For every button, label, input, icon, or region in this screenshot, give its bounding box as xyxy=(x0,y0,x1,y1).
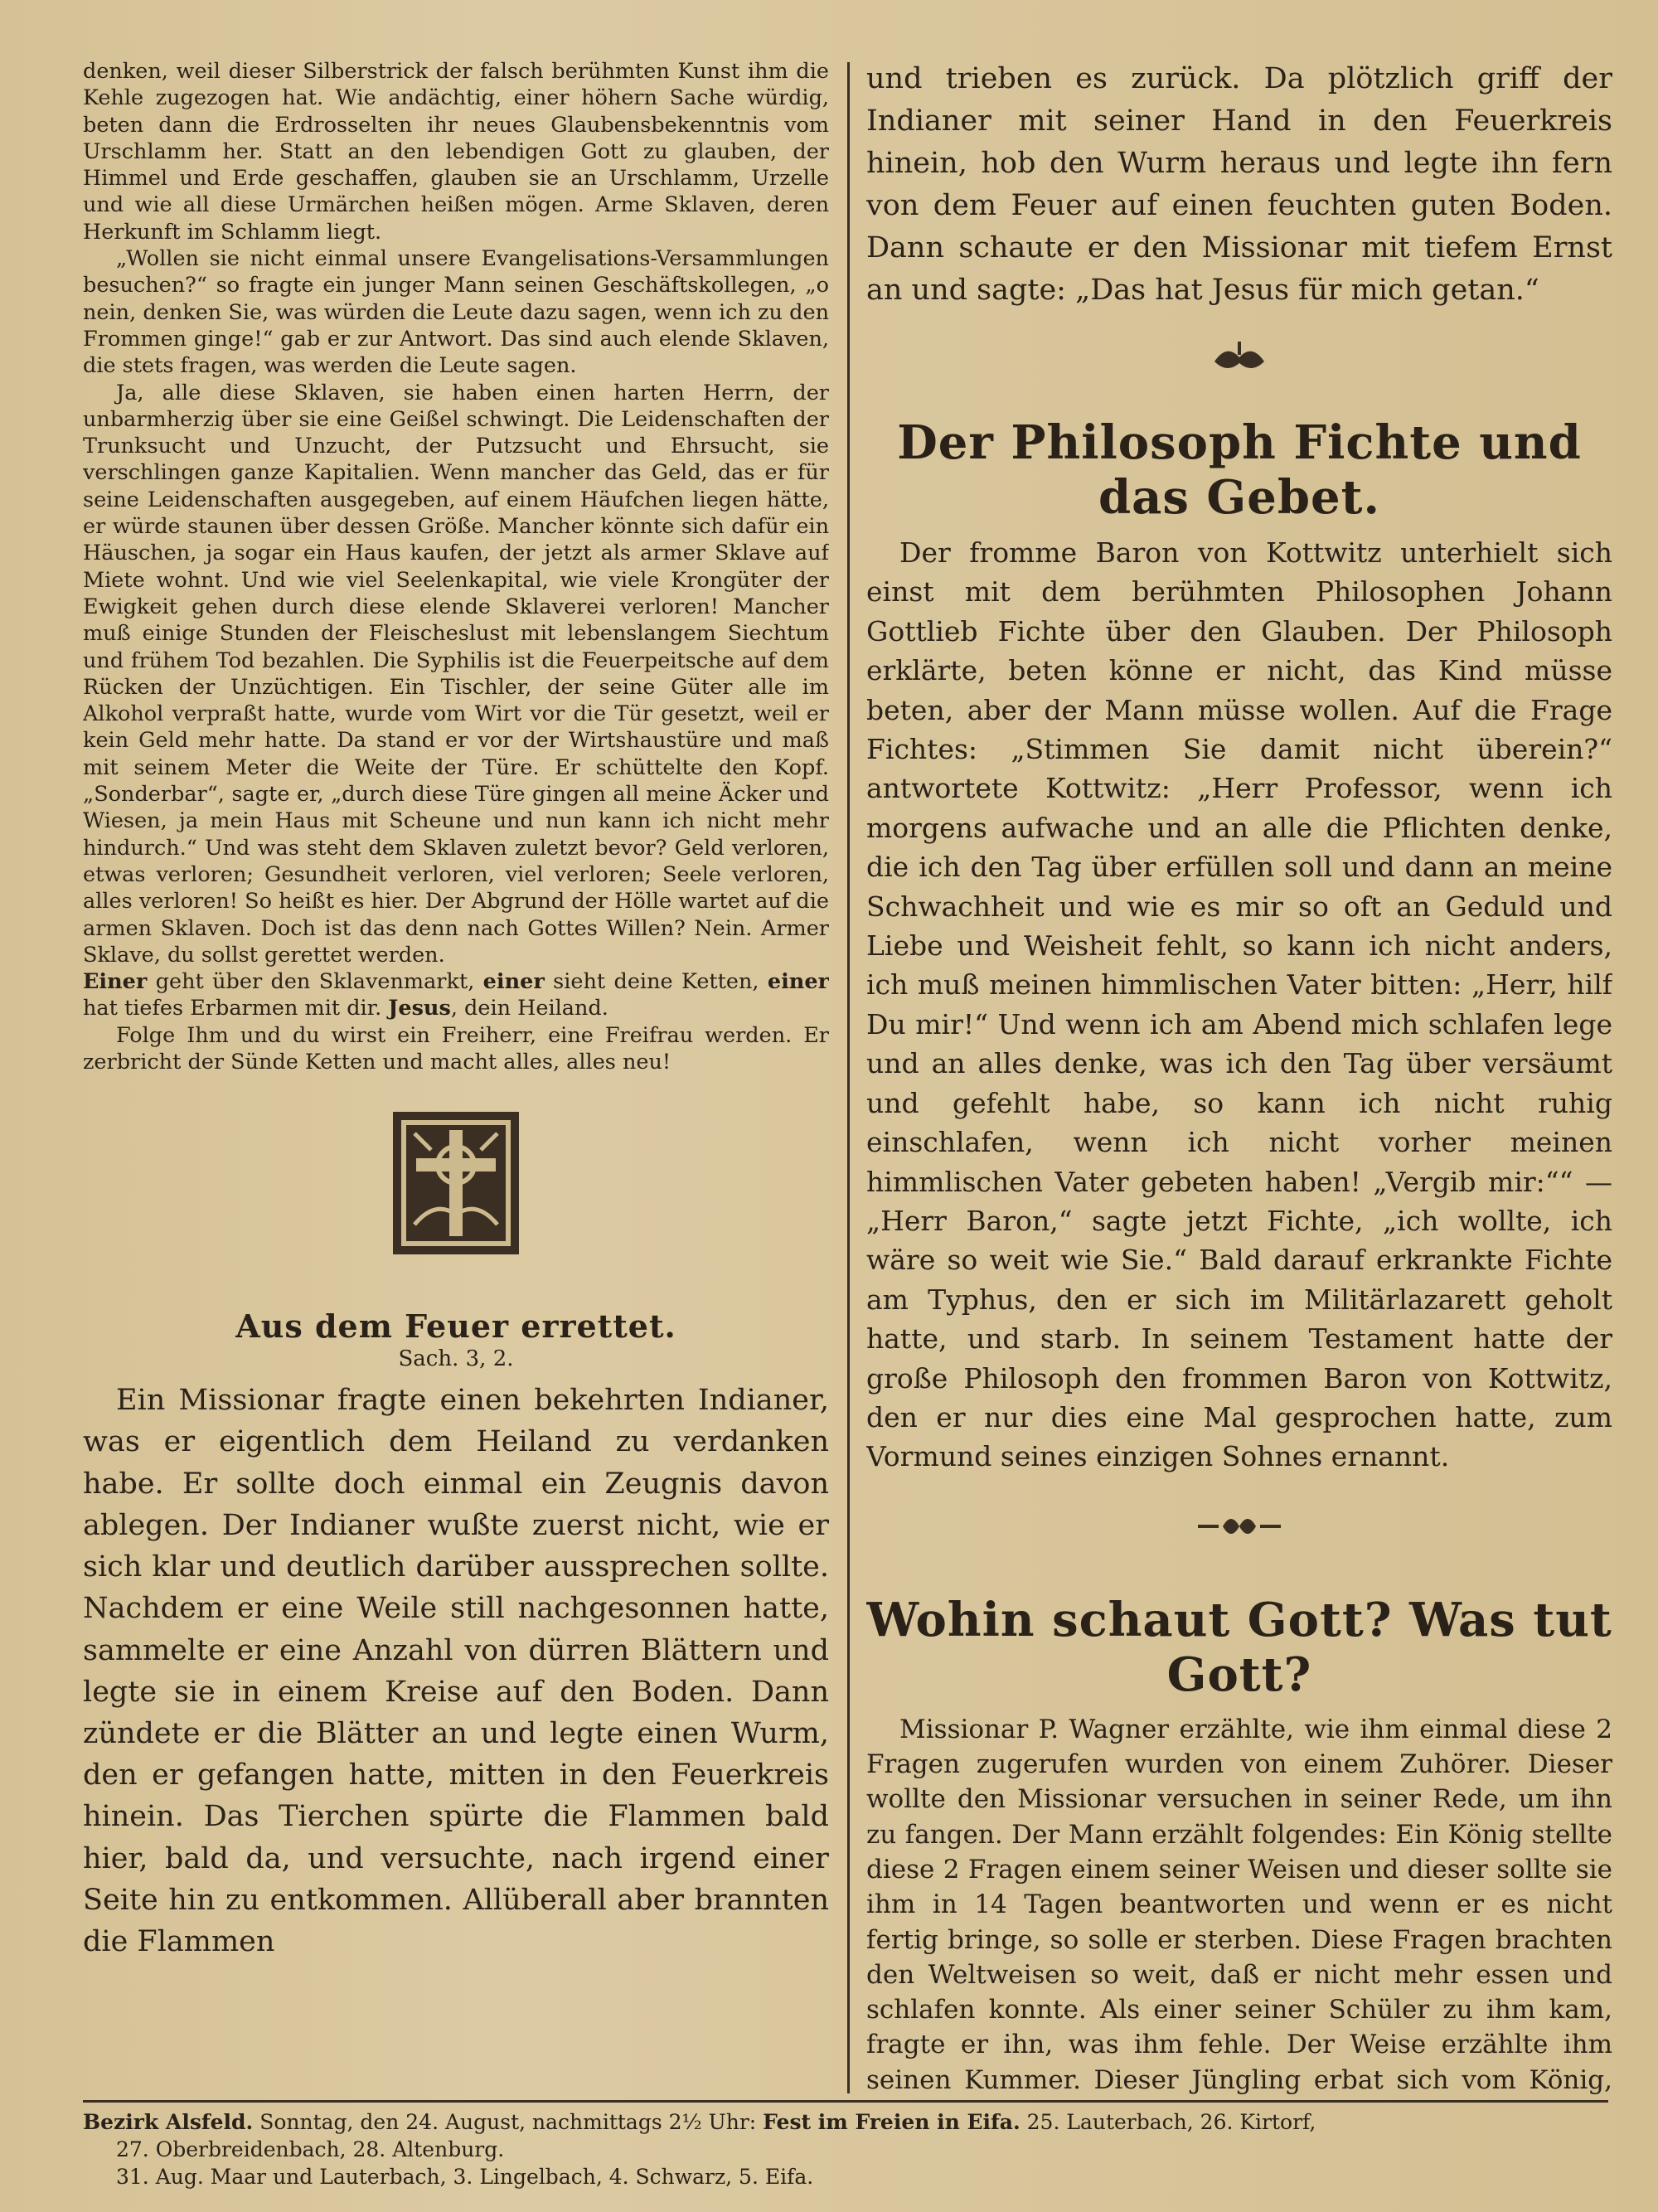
footer-line-1 xyxy=(83,2108,1608,2136)
footer-line-3: 31. Aug. Maar und Lauterbach, 3. Lingelbach, 4. Schwarz, 5. Eifa. xyxy=(116,2165,814,2189)
fichte-title: Der Philosoph Fichte und das Gebet. xyxy=(897,415,1582,525)
footer-announcement xyxy=(83,2108,1608,2190)
footer-fest: Fest im Freien in Eifa. xyxy=(763,2110,1020,2134)
fichte-text: Der fromme Baron von Kottwitz unterhielt sich einst mit dem berühmten Philosophen Johann Gottlieb Fichte über den Glauben. Der Philosoph erklärte, beten könne er nicht, das Kind müsse beten, aber der Mann müsse wollen. Auf die Frage Fichtes: „Stimmen Sie damit nicht überein?“ antwortete Kottwitz: „Herr Professor, wenn ich morgens aufwache und an alle die Pflichten denke, die ich den Tag über erfüllen soll und dann an meine Schwachheit und wie es mir so oft an Geduld und Liebe und Weisheit fehlt, so kann ich nicht anders, ich muß meinen himmlischen Vater bitten: „Herr, hilf Du mir!“ Und wenn ich am Abend mich schlafen lege und an alles denke, was ich den Tag über versäumt und gefehlt habe, so kann ich nicht ruhig einschlafen, wenn ich nicht vorher meinen himmlischen Vater gebeten haben! „Vergib mir:““ — „Herr Baron,“ sagte jetzt Fichte, „ich wollte, ich wäre so weit wie Sie.“ Bald darauf erkrankte Fichte am Typhus, den er sich im Militärlazarett geholt hatte, und starb. In seinem Testament hatte der große Philosoph den frommen Baron von Kottwitz, den er nur dies eine Mal gesprochen hatte, zum Vormund seines einzigen Sohnes ernannt. xyxy=(866,536,1612,1473)
gott-text: Missionar P. Wagner erzählte, wie ihm einmal diese 2 Fragen zugerufen wurden von einem Zuhörer. Dieser wollte den Missionar versuchen in seiner Rede, um ihn zu fangen. Der Mann erzählt folgendes: Ein König stellte diese 2 Fragen einem seiner Weisen und dieser sollte sie ihm in 14 Tagen beantworten und wenn er es nicht fertig bringe, so solle er sterben. Diese Fragen brachten den Weltweisen so weit, daß er nicht mehr essen und schlafen konnte. Als einer seiner Schüler zu ihm kam, fragte er ihn, was ihm fehle. Der Weise erzählte ihm seinen Kummer. Dieser Jüngling erbat sich vom König, xyxy=(866,1714,1612,2095)
story-continued: und trieben es zurück. Da plötzlich griff der Indianer mit seiner Hand in den Feuerkreis hinein, hob den Wurm heraus und legte ihn fern von dem Feuer auf einen feuchten guten Boden. Dann schaute er den Missionar mit tiefem Ernst an und sagte: „Das hat Jesus für mich getan.“ xyxy=(866,62,1612,307)
footer-district: Bezirk Alsfeld. xyxy=(83,2110,254,2134)
flourish-ornament-icon xyxy=(1194,1510,1285,1543)
intro-paragraph-1: denken, weil dieser Silberstrick der falsch berühmten Kunst ihm die Kehle zugezogen hat. Wie andächtig, einer höhern Sache würdig, beten dann die Erdrosselten ihr neues Glaubensbekenntnis vom Urschlamm her. Statt an den lebendigen Gott zu glauben, der Himmel und Erde geschaffen, glauben sie an Urschlamm, Urzelle und wie all diese Urmärchen heißen mögen. Arme Sklaven, deren Herkunft im Schlamm liegt. xyxy=(83,59,829,245)
story-reference: Sach. 3, 2. xyxy=(398,1346,514,1372)
right-column xyxy=(866,58,1612,2098)
leaf-ornament-icon xyxy=(1206,337,1273,378)
closing-paragraph: Folge Ihm und du wirst ein Freiherr, eine Freifrau werden. Er zerbricht der Sünde Ketten und macht alles, alles neu! xyxy=(83,1022,829,1074)
footer-line-1-tail: 25. Lauterbach, 26. Kirtorf, xyxy=(1020,2110,1316,2134)
intro-paragraph-2: „Wollen sie nicht einmal unsere Evangelisations-Versammlungen besuchen?“ so fragte ein junger Mann seinen Geschäftskollegen, „o nein, denken Sie, was würden die Leute dazu sagen, wenn ich zu den Frommen ginge!“ gab er zur Antwort. Das sind auch elende Sklaven, die stets fragen, was werden die Leute sagen. xyxy=(83,246,829,379)
left-column xyxy=(83,58,829,2081)
cross-ornament xyxy=(390,1108,522,1258)
einer-text-2: sieht deine Ketten, xyxy=(544,969,768,995)
einer-word-2: einer xyxy=(482,969,545,995)
jesus-word: Jesus xyxy=(388,996,451,1021)
column-divider xyxy=(847,62,850,2093)
footer-rule xyxy=(83,2100,1608,2103)
einer-text-1: geht über den Sklavenmarkt, xyxy=(147,969,483,995)
cross-ornament-icon xyxy=(390,1108,522,1258)
einer-word-1: Einer xyxy=(83,969,148,995)
story-title: Aus dem Feuer errettet. xyxy=(235,1307,676,1346)
jesus-text: , dein Heiland. xyxy=(450,996,608,1021)
einer-word-3: einer xyxy=(767,969,829,995)
einer-paragraph xyxy=(83,968,829,1022)
footer-line-1-text: Sonntag, den 24. August, nachmittags 2½ Uhr: xyxy=(253,2110,764,2134)
einer-text-3: hat tiefes Erbarmen mit dir. xyxy=(83,996,389,1021)
footer-line-2: 27. Oberbreidenbach, 28. Altenburg. xyxy=(116,2137,505,2161)
gott-title: Wohin schaut Gott? Was tut Gott? xyxy=(866,1592,1612,1702)
story-text: Ein Missionar fragte einen bekehrten Indianer, was er eigentlich dem Heiland zu verdanken habe. Er sollte doch einmal ein Zeugnis davon ablegen. Der Indianer wußte zuerst nicht, wie er sich klar und deutlich darüber aussprechen sollte. Nachdem er eine Weile still nachgesonnen hatte, sammelte er eine Anzahl von dürren Blättern und legte sie in einem Kreise auf den Boden. Dann zündete er die Blätter an und legte einen Wurm, den er gefangen hatte, mitten in den Feuerkreis hinein. Das Tierchen spürte die Flammen bald hier, bald da, und versuchte, nach irgend einer Seite hin zu entkommen. Allüberall aber brannten die Flammen xyxy=(83,1384,829,1958)
intro-paragraph-3: Ja, alle diese Sklaven, sie haben einen harten Herrn, der unbarmherzig über sie eine Geißel schwingt. Die Leidenschaften der Trunksucht und Unzucht, der Putzsucht und Ehrsucht, sie verschlingen ganze Kapitalien. Wenn mancher das Geld, das er für seine Leidenschaften ausgegeben, auf einem Häufchen liegen hätte, er würde staunen über dessen Größe. Mancher könnte sich dafür ein Häuschen, ja sogar ein Haus kaufen, der jetzt als armer Sklave auf Miete wohnt. Und wie viel Seelenkapital, wie viele Krongüter der Ewigkeit gehen durch diese elende Sklaverei verloren! Mancher muß einige Stunden der Fleischeslust mit lebenslangem Siechtum und frühem Tod bezahlen. Die Syphilis ist die Feuerpeitsche auf dem Rücken der Unzüchtigen. Ein Tischler, der seine Güter alle im Alkohol verpraßt hatte, wurde vom Wirt vor die Tür gesetzt, weil er kein Geld mehr hatte. Da stand er vor der Wirtshaustüre und maß mit seinem Meter die Weite der Türe. Er schüttelte den Kopf. „Sonderbar“, sagte er, „durch diese Türe gingen all meine Äcker und Wiesen, ja mein Haus mit Scheune und nun kann ich nicht mehr hindurch.“ Und was steht dem Sklaven zuletzt bevor? Geld verloren, etwas verloren; Gesundheit verloren, viel verloren; Seele verloren, alles verloren! So heißt es hier. Der Abgrund der Hölle wartet auf die armen Sklaven. Doch ist das denn nach Gottes Willen? Nein. Armer Sklave, du sollst gerettet werden. xyxy=(83,380,829,968)
